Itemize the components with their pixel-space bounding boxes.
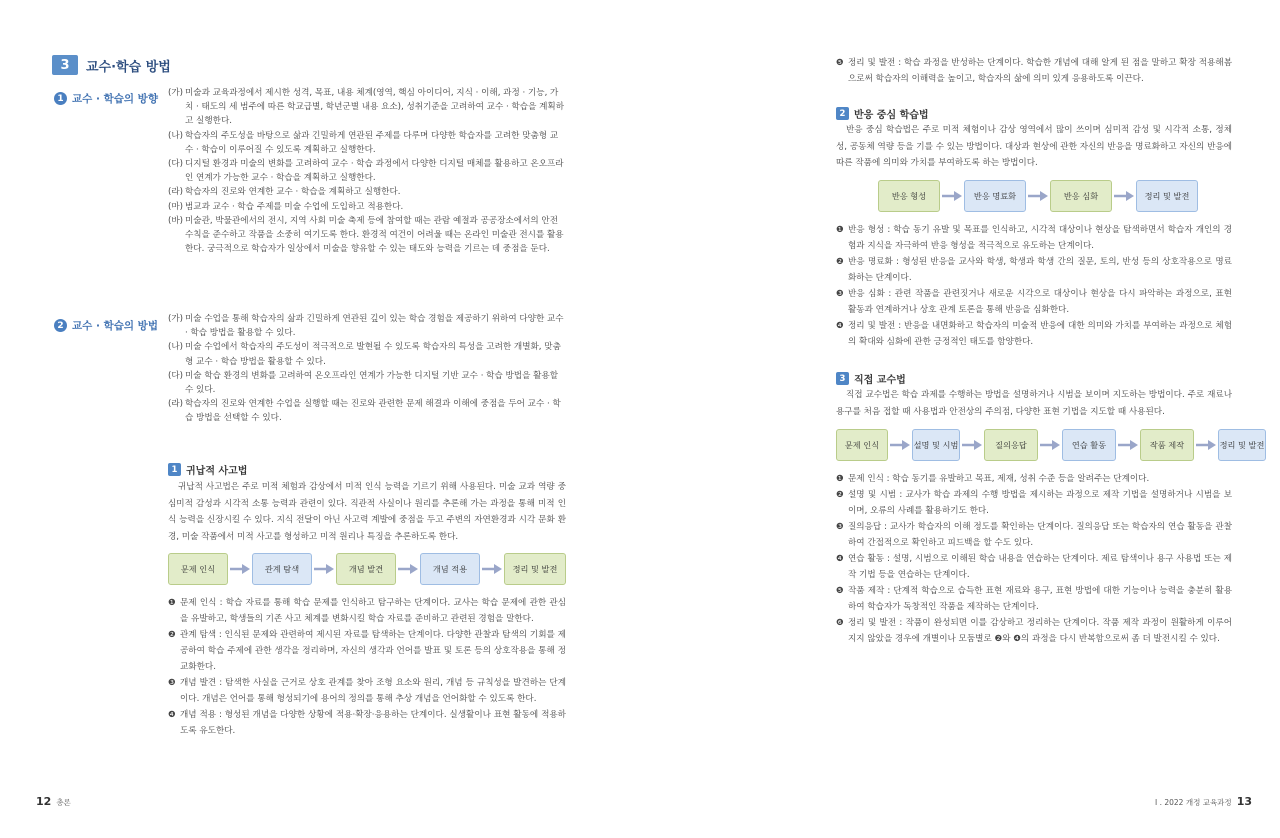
response-title: 반응 중심 학습법 — [854, 110, 929, 121]
policy-number: 1 — [54, 92, 67, 105]
policy-heading — [54, 91, 158, 106]
response-paragraph: 반응 중심 학습법은 주로 미적 체험이나 감상 영역에서 많이 쓰이며 심미적 감성 및 시각적 소통, 정체성, 공동체 역량 등을 기를 수 있는 방법이다. 대상과 현상에 관한 자신의 반응을 명료화하고 자신의 반응에 따른 작품에 의미와 가치를 부여하도록 하는 방법이다. — [836, 125, 1232, 168]
list-item: ❷ 반응 명료화 : 형성된 반응을 교사와 학생, 학생과 학생 간의 질문, 토의, 반성 등의 상호작용으로 명료화하는 단계이다. — [836, 257, 1232, 283]
list-item: ❻ 정리 및 발전 : 작품이 완성되면 이를 감상하고 정리하는 단계이다. 작품 제작 과정이 원활하게 이루어지지 않았을 경우에 개별이나 모둠별로 ❷와 ❹의 과정을 다시 반복함으로써 좀 더 발전시킬 수 있다. — [836, 618, 1232, 644]
list-item: (라) 학습자의 진로와 연계한 교수 · 학습을 계획하고 실행한다. — [168, 187, 401, 198]
flow-step: 정리 및 발전 — [1136, 180, 1198, 212]
inductive-heading — [168, 462, 247, 477]
flow-step: 작품 제작 — [1140, 429, 1194, 461]
arrow-right-icon — [396, 563, 420, 575]
page-footer-right — [1150, 795, 1252, 808]
arrow-right-icon — [480, 563, 504, 575]
inductive-flow — [168, 553, 566, 585]
section-number: 3 — [52, 55, 78, 75]
list-item: ❸ 반응 심화 : 관련 작품을 관련짓거나 새로운 시각으로 대상이나 현상을 다시 파악하는 과정으로, 표현 활동과 연계하거나 상호 관계 토론을 통해 반응을 심화한다. — [836, 289, 1232, 315]
list-item: (바) 미술관, 박물관에서의 전시, 지역 사회 미술 축제 등에 참여할 때는 관람 예절과 공공장소에서의 안전 수칙을 준수하고 작품을 소중히 여기도록 한다. 환경적 여건이 어려울 때는 온라인 미술관 전시를 활용한다. 궁극적으로 학습자가 일상에서 미술을 향유할 수 있는 태도와 능력을 기르는 데 중점을 둔다. — [168, 215, 564, 255]
methods-list — [168, 312, 566, 426]
list-item: ❸ 개념 발견 : 탐색한 사실을 근거로 상호 관계를 찾아 조형 요소와 원리, 개념 등 규칙성을 발견하는 단계이다. 개념은 언어를 통해 형성되기에 용어의 정의를 통해 추상 개념을 언어화할 수 있도록 한다. — [168, 678, 566, 704]
response-flow — [878, 180, 1198, 212]
flow-step: 반응 형성 — [878, 180, 940, 212]
list-item: (가) 미술 수업을 통해 학습자의 삶과 긴밀하게 연관된 깊이 있는 학습 경험을 제공하기 위하여 다양한 교수 · 학습 방법을 활용할 수 있다. — [168, 314, 564, 339]
list-item: ❸ 질의응답 : 교사가 학습자의 이해 정도를 확인하는 단계이다. 질의응답 또는 학습자의 연습 활동을 관찰하여 간접적으로 확인하고 피드백을 할 수도 있다. — [836, 522, 1232, 548]
flow-step: 질의응답 — [984, 429, 1038, 461]
arrow-right-icon — [888, 439, 912, 451]
list-item: (가) 미술과 교육과정에서 제시한 성격, 목표, 내용 체계(영역, 핵심 아이디어, 지식 · 이해, 과정 · 기능, 가치 · 태도의 세 범주에 따른 학교급별, 학년군별 내용 요소), 성취기준을 고려하여 교수 · 학습을 계획하고 실행한다. — [168, 88, 565, 127]
policy-list — [168, 86, 566, 256]
list-item: (라) 학습자의 진로와 연계한 수업을 실행할 때는 진로와 관련한 문제 해결과 이해에 중점을 두어 교수 · 학습 방법을 선택할 수 있다. — [168, 399, 561, 424]
arrow-right-icon — [960, 439, 984, 451]
flow-step: 문제 인식 — [836, 429, 888, 461]
list-item: (나) 미술 수업에서 학습자의 주도성이 적극적으로 발현될 수 있도록 학습자의 특성을 고려한 개별화, 맞춤형 교수 · 학습 방법을 활용할 수 있다. — [168, 342, 561, 367]
section-heading — [52, 55, 171, 75]
inductive-steps — [168, 595, 566, 739]
arrow-right-icon — [1038, 439, 1062, 451]
list-item: ❷ 관계 탐색 : 인식된 문제와 관련하여 제시된 자료를 탐색하는 단계이다. 다양한 관찰과 탐색의 기회를 제공하여 학습 주제에 관한 생각을 정리하며, 자신의 생각과 언어를 발표 및 토론 등의 상호작용을 통해 정교화한다. — [168, 630, 566, 672]
inductive-paragraph: 귀납적 사고법은 주로 미적 체험과 감상에서 미적 인식 능력을 기르기 위해 사용된다. 미술 교과 역량 중 심미적 감성과 시각적 소통 능력과 관련이 있다. 직관적 사실이나 원리를 추론해 가는 과정을 통해 미적 인식 능력을 신장시킬 수 있다. 지식 전달이 아닌 사고력 계발에 중점을 두고 주변의 자연환경과 시각 문화 환경, 미술 작품에서 미적 사고를 형성하고 미적 원리나 특징을 추론하도록 한다. — [168, 482, 566, 542]
arrow-right-icon — [940, 190, 964, 202]
list-item: ❹ 정리 및 발전 : 반응을 내면화하고 학습자의 미술적 반응에 대한 의미와 가치를 부여하는 과정으로 체험의 확대와 심화에 관한 긍정적인 태도를 함양한다. — [836, 321, 1232, 347]
response-heading — [836, 106, 929, 121]
inductive-steps-continued — [836, 55, 1232, 87]
page-number: 12 — [36, 795, 52, 808]
arrow-right-icon — [228, 563, 252, 575]
list-item: ❶ 문제 인식 : 학습 자료를 통해 학습 문제를 인식하고 탐구하는 단계이다. 교사는 학습 문제에 관한 관심을 유발하고, 학생들의 기존 사고 체계를 변화시킬 학습 자료를 준비하고 관련된 경험을 말한다. — [168, 598, 566, 624]
flow-step: 개념 발견 — [336, 553, 396, 585]
arrow-right-icon — [1116, 439, 1140, 451]
list-item: ❹ 개념 적용 : 형성된 개념을 다양한 상황에 적용·확장·응용하는 단계이다. 실생활이나 표현 활동에 적용하도록 유도한다. — [168, 710, 566, 736]
page-footer-left — [36, 795, 76, 808]
list-item: ❹ 연습 활동 : 설명, 시범으로 이해된 학습 내용을 연습하는 단계이다. 제료 탐색이나 용구 사용법 또는 제작 기법 등을 연습하는 단계이다. — [836, 554, 1232, 580]
direct-paragraph: 직접 교수법은 학습 과제를 수행하는 방법을 설명하거나 시범을 보이며 지도하는 방법이다. 주로 재료나 용구를 처음 접할 때 사용법과 안전상의 주의점, 다양한 표현 기법을 지도할 때 사용된다. — [836, 390, 1232, 417]
footer-label: 총론 — [56, 798, 71, 807]
arrow-right-icon — [1112, 190, 1136, 202]
list-item: ❺ 정리 및 발전 : 학습 과정을 반성하는 단계이다. 학습한 개념에 대해 알게 된 점을 말하고 확장 적용해봄으로써 학습자의 이해력을 높이고, 학습자의 삶에 의미 있게 응용하도록 이끈다. — [836, 58, 1232, 84]
flow-step: 반응 명료화 — [964, 180, 1026, 212]
flow-step: 반응 심화 — [1050, 180, 1112, 212]
response-number: 2 — [836, 107, 849, 120]
inductive-title: 귀납적 사고법 — [186, 466, 248, 477]
right-page — [640, 0, 1280, 838]
direct-flow — [836, 429, 1266, 461]
flow-step: 연습 활동 — [1062, 429, 1116, 461]
direct-number: 3 — [836, 372, 849, 385]
inductive-number: 1 — [168, 463, 181, 476]
flow-step: 관계 탐색 — [252, 553, 312, 585]
methods-heading — [54, 318, 158, 333]
list-item: (마) 범교과 교수 · 학습 주제를 미술 수업에 도입하고 적용한다. — [168, 201, 404, 212]
page-number: 13 — [1236, 795, 1252, 808]
policy-title: 교수 · 학습의 방향 — [72, 93, 158, 105]
flow-step: 개념 적용 — [420, 553, 480, 585]
list-item: ❶ 반응 형성 : 학습 동기 유발 및 목표를 인식하고, 시각적 대상이나 현상을 탐색하면서 학습자 개인의 경험과 지식을 자극하여 반응 형성을 적극적으로 유도하는 단계이다. — [836, 225, 1232, 251]
list-item: ❺ 작품 제작 : 단계적 학습으로 습득한 표현 재료와 용구, 표현 방법에 대한 기능이나 능력을 충분히 활용하여 학습자가 독창적인 작품을 제작하는 단계이다. — [836, 586, 1232, 612]
arrow-right-icon — [312, 563, 336, 575]
list-item: (나) 학습자의 주도성을 바탕으로 삶과 긴밀하게 연관된 주제를 다루며 다양한 학습자를 고려한 맞춤형 교수 · 학습이 이루어질 수 있도록 계획하고 실행한다. — [168, 130, 559, 155]
response-steps — [836, 222, 1232, 350]
list-item: (다) 미술 학습 환경의 변화를 고려하여 온오프라인 연계가 가능한 디지털 기반 교수 · 학습 방법을 활용할 수 있다. — [168, 370, 559, 396]
methods-title: 교수 · 학습의 방법 — [72, 320, 158, 332]
flow-step: 정리 및 발전 — [504, 553, 566, 585]
section-title: 교수·학습 방법 — [86, 59, 171, 75]
footer-label: I . 2022 개정 교육과정 — [1154, 798, 1232, 807]
list-item: ❷ 설명 및 시범 : 교사가 학습 과제의 수행 방법을 제시하는 과정으로 제작 기법을 설명하거나 시범을 보이며, 오류의 사례를 활용하기도 한다. — [836, 490, 1232, 516]
direct-title: 직접 교수법 — [854, 375, 906, 386]
flow-step: 문제 인식 — [168, 553, 228, 585]
methods-number: 2 — [54, 319, 67, 332]
direct-heading — [836, 371, 906, 386]
list-item: (다) 디지털 환경과 미술의 변화를 고려하여 교수 · 학습 과정에서 다양한 디지털 매체를 활용하고 온오프라인 연계가 가능한 교수 · 학습을 계획하고 실행한다. — [168, 159, 564, 184]
arrow-right-icon — [1026, 190, 1050, 202]
arrow-right-icon — [1194, 439, 1218, 451]
flow-step: 정리 및 발전 — [1218, 429, 1266, 461]
flow-step: 설명 및 시범 — [912, 429, 960, 461]
list-item: ❶ 문제 인식 : 학습 동기를 유발하고 목표, 제재, 성취 수준 등을 알려주는 단계이다. — [836, 474, 1150, 484]
direct-steps — [836, 471, 1232, 647]
